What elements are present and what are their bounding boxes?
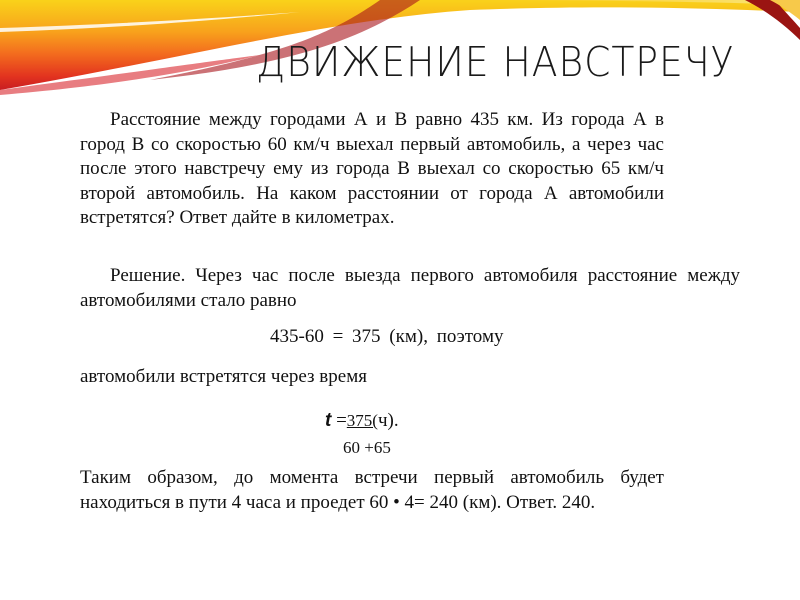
formula-equals: =: [331, 410, 347, 431]
time-formula: [325, 410, 399, 432]
formula-denominator: 60 +65: [343, 438, 391, 457]
problem-statement: Расстояние между городами А и В равно 435 км. Из города А в город В со скоростью 60 км/ч выехал первый автомобиль, а через час после этого навстречу ему из города В выехал со скоростью 65 км/ч второй автомобиль. На каком расстоянии от города А автомобили встретятся? Ответ дайте в километрах.: [80, 109, 664, 228]
meeting-time-text: автомобили встретятся через время: [80, 366, 367, 387]
conclusion-text: Таким образом, до момента встречи первый автомобиль будет находиться в пути 4 часа и проедет 60 • 4= 240 (км). Ответ. 240.: [80, 467, 664, 513]
formula-unit: ч).: [377, 410, 399, 431]
slide-title: ДВИЖЕНИЕ НАВСТРЕЧУ: [256, 38, 735, 86]
distance-equation: 435-60 = 375 (км), поэтому: [270, 326, 504, 347]
solution-intro: Решение. Через час после выезда первого автомобиля расстояние между автомобилями стало равно: [80, 265, 740, 311]
formula-numerator: 375(: [346, 411, 378, 430]
formula-variable: t: [325, 410, 332, 431]
